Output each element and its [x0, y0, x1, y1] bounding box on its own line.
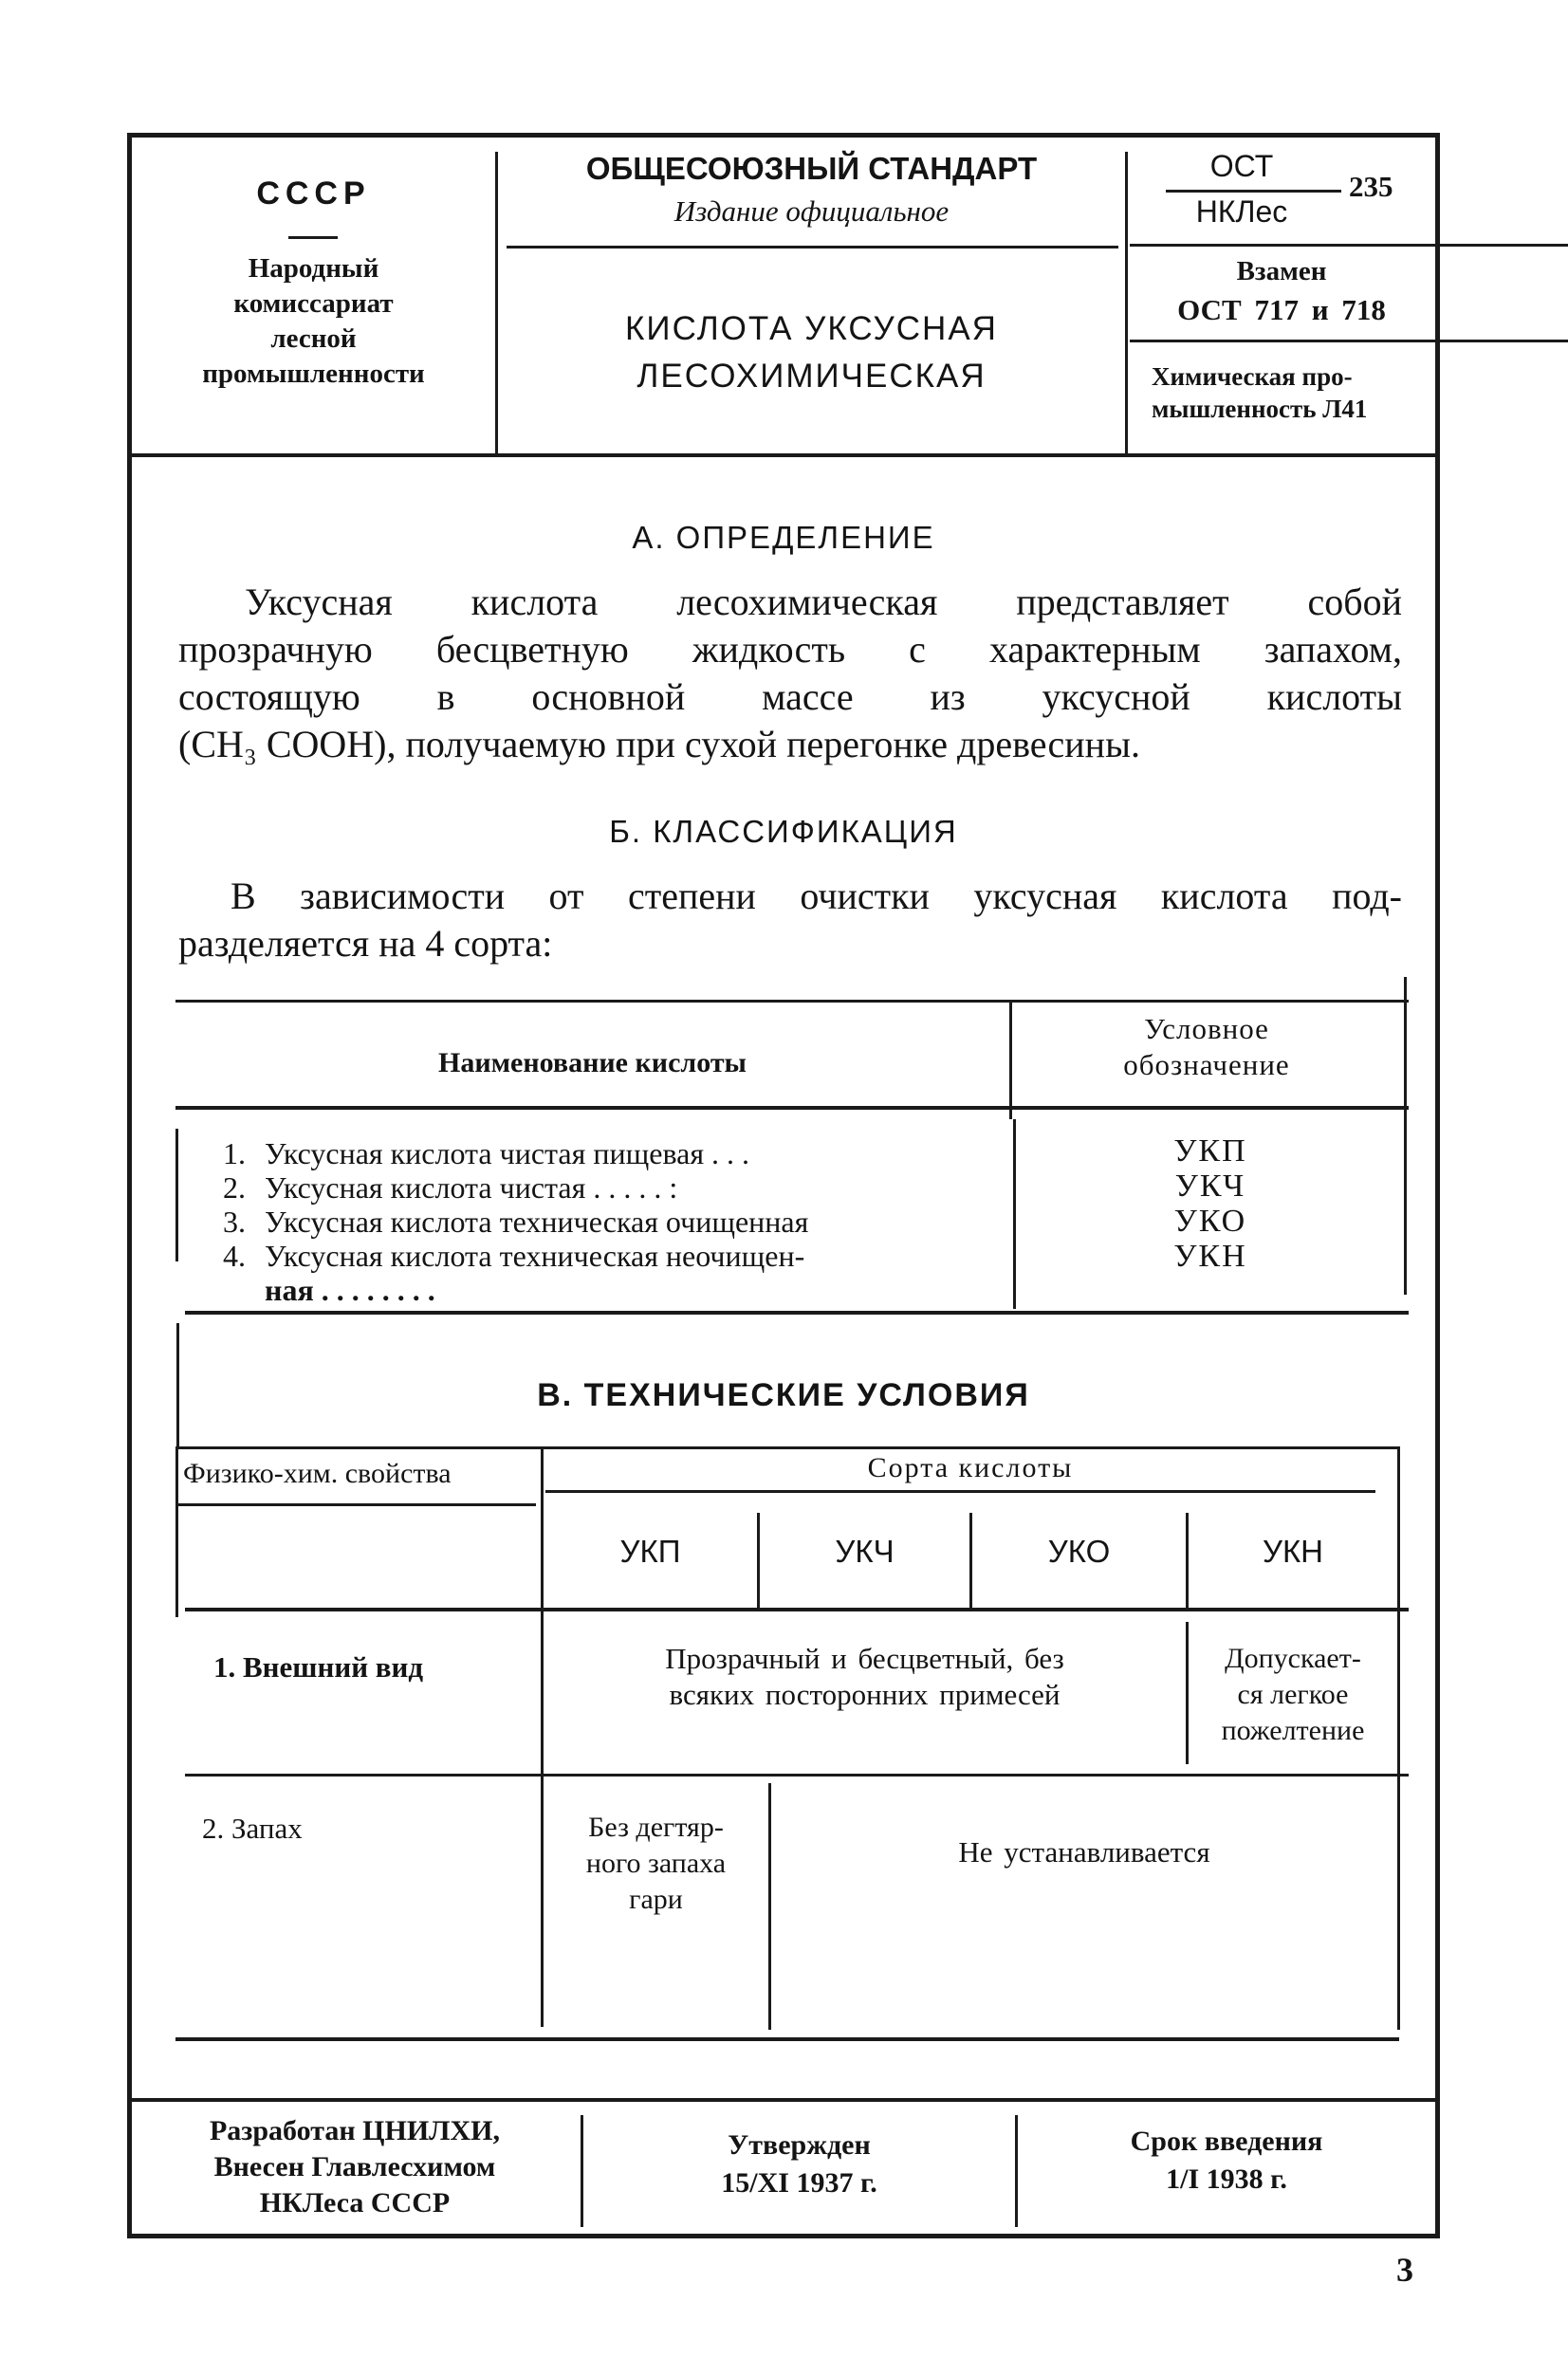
footer-effective: [1018, 2123, 1435, 2199]
section-b-line: разделяется на 4 сорта:: [178, 922, 553, 965]
tech-row2-ukp-line: Без дегтяр-: [588, 1812, 724, 1843]
page-number: 3: [1396, 2251, 1413, 2289]
product-name-line: КИСЛОТА УКСУСНАЯ: [625, 310, 998, 347]
technical-table: [175, 1437, 1409, 2058]
class-row-name: Уксусная кислота чистая . . . . . :: [265, 1170, 678, 1205]
frame-bottom-border: [127, 2234, 1440, 2238]
tech-row1-ukn-line: ся легкое: [1237, 1679, 1349, 1710]
footer-developed: [132, 2113, 578, 2221]
tech-row1-ukn-line: пожелтение: [1221, 1715, 1365, 1746]
country-underline: [288, 236, 338, 239]
tech-table-bottom-rule: [175, 2037, 1399, 2041]
tech-grade-header: УКП: [619, 1534, 681, 1569]
class-row-code: УКО: [1173, 1204, 1247, 1239]
tech-row1-ukn-line: Допускает-: [1225, 1643, 1361, 1674]
tech-grade-header: УКН: [1262, 1534, 1324, 1569]
tech-row1-merged-line: всяких посторонних примесей: [669, 1678, 1061, 1711]
tech-row2-ukp-line: ного запаха: [585, 1848, 727, 1879]
standard-title: ОБЩЕСОЮЗНЫЙ СТАНДАРТ: [585, 151, 1038, 186]
tech-row1-label: 1. Внешний вид: [213, 1650, 424, 1684]
section-v-heading: В. ТЕХНИЧЕСКИЕ УСЛОВИЯ: [537, 1377, 1030, 1413]
footer-top-rule: [132, 2098, 1435, 2102]
ost-fraction-line: [1166, 190, 1341, 193]
class-row-name: Уксусная кислота техническая неочищен-: [265, 1239, 805, 1273]
class-table-row: [223, 1205, 1001, 1239]
tech-row1-bottom-rule: [185, 1774, 1409, 1777]
class-row-number: 4.: [223, 1239, 246, 1273]
industry-line: мышленность Л41: [1152, 395, 1368, 423]
section-a-line: (CH₃ COOH), получаемую при сухой перегонке древесины.: [178, 723, 1140, 765]
class-col2-header: [1012, 1011, 1401, 1083]
class-table-body-left-border: [175, 1129, 178, 1261]
tech-row1-merged-line: Прозрачный и бесцветный, без: [665, 1642, 1064, 1675]
class-row-code: УКН: [1173, 1239, 1247, 1274]
tech-col1-header: Физико-хим. свойства: [183, 1458, 452, 1489]
tech-grade-header: УКЧ: [835, 1534, 895, 1569]
ost-number: 235: [1349, 170, 1393, 203]
tech-group-header: Сорта кислоты: [867, 1452, 1074, 1483]
country-label: СССР: [256, 175, 371, 212]
frame-right-border: [1435, 133, 1440, 2238]
class-row-number: 3.: [223, 1205, 246, 1239]
ministry-line: лесной: [270, 323, 357, 354]
class-table-row: [223, 1136, 1001, 1170]
tech-header-bottom-rule: [185, 1608, 1409, 1611]
section-a-text: [178, 579, 1402, 768]
right-header-rule-2: [1130, 340, 1568, 342]
footer-effective-line: Срок введения: [1130, 2126, 1323, 2157]
header-divider-right: [1125, 152, 1128, 455]
tech-table-right-border: [1397, 1446, 1400, 2030]
tech-table-left-border: [175, 1446, 178, 1617]
class-col2-header-line: обозначение: [1123, 1048, 1290, 1081]
footer-approved-line: 15/XI 1937 г.: [721, 2167, 877, 2199]
section-b-text: [178, 873, 1402, 967]
industry-line: Химическая про-: [1152, 362, 1353, 391]
class-table-body: [223, 1136, 1001, 1307]
header-bottom-rule: [132, 453, 1435, 457]
tech-row2-ukp-value: [544, 1810, 768, 1918]
middle-header-rule: [507, 246, 1118, 249]
header: [132, 138, 1435, 455]
tech-row2-divider: [768, 1783, 771, 2030]
class-table-row: [223, 1239, 1001, 1273]
class-row-code: УКП: [1173, 1133, 1247, 1169]
edition-label: Издание официальное: [673, 194, 950, 228]
section-b-heading: Б. КЛАССИФИКАЦИЯ: [609, 814, 958, 849]
class-row-continuation: ная . . . . . . . .: [265, 1273, 435, 1307]
ost-label: ОСТ: [1209, 149, 1274, 183]
tech-row2-merged-value: Не устанавливается: [958, 1835, 1210, 1869]
replaces-value: ОСТ 717 и 718: [1177, 293, 1386, 326]
ministry-name: [132, 251, 495, 392]
replaces-label: Взамен: [1236, 256, 1327, 286]
footer-effective-line: 1/I 1938 г.: [1166, 2163, 1287, 2195]
class-row-number: 2.: [223, 1170, 246, 1205]
section-a-line: Уксусная кислота лесохимическая представляет собой: [245, 580, 1402, 623]
class-row-code: УКЧ: [1174, 1169, 1246, 1204]
class-table-row: [223, 1170, 1001, 1205]
section-a-line: прозрачную бесцветную жидкость с характерным запахом,: [178, 628, 1402, 671]
class-row-name: Уксусная кислота чистая пищевая . . .: [265, 1136, 750, 1170]
ministry-line: промышленности: [202, 359, 425, 389]
tech-row1-ukn-value: [1189, 1641, 1397, 1749]
tech-row2-ukp-line: гари: [629, 1884, 683, 1915]
ost-org: НКЛес: [1195, 194, 1288, 229]
footer-approved: [583, 2126, 1015, 2202]
tech-col1-header-underline: [175, 1503, 536, 1506]
class-col2-header-line: Условное: [1144, 1012, 1269, 1045]
class-row-number: 1.: [223, 1136, 246, 1170]
tech-row2-label: 2. Запах: [202, 1812, 303, 1845]
class-table-top-rule: [175, 1000, 1409, 1003]
tech-grade-header: УКО: [1047, 1534, 1111, 1569]
section-a-heading: А. ОПРЕДЕЛЕНИЕ: [632, 520, 935, 555]
footer-developed-line: Внесен Главлесхимом: [213, 2151, 496, 2182]
class-row-name: Уксусная кислота техническая очищенная: [265, 1205, 809, 1239]
tech-table-top-rule: [175, 1446, 1399, 1449]
section-b-line: В зависимости от степени очистки уксусная кислота под-: [231, 875, 1402, 917]
footer-developed-line: Разработан ЦНИЛХИ,: [209, 2115, 501, 2146]
class-table-codes: [1016, 1133, 1405, 1274]
ministry-line: комиссариат: [233, 288, 394, 319]
tech-group-header-rule: [545, 1490, 1375, 1493]
product-name: [498, 305, 1125, 400]
section-a-line: состоящую в основной массе из уксусной кислоты: [178, 675, 1402, 718]
class-table-bottom-rule: [185, 1311, 1409, 1315]
ministry-line: Народный: [248, 253, 379, 284]
industry-classification: [1152, 360, 1559, 425]
classification-table: [175, 977, 1409, 1323]
right-header-rule-1: [1130, 244, 1568, 247]
footer-approved-line: Утвержден: [728, 2129, 871, 2161]
tech-row1-merged-value: [544, 1641, 1186, 1713]
class-col1-header: Наименование кислоты: [438, 1047, 747, 1078]
footer-developed-line: НКЛеса СССР: [259, 2187, 451, 2219]
class-table-header-rule: [175, 1106, 1409, 1110]
product-name-line: ЛЕСОХИМИЧЕСКАЯ: [636, 358, 987, 395]
